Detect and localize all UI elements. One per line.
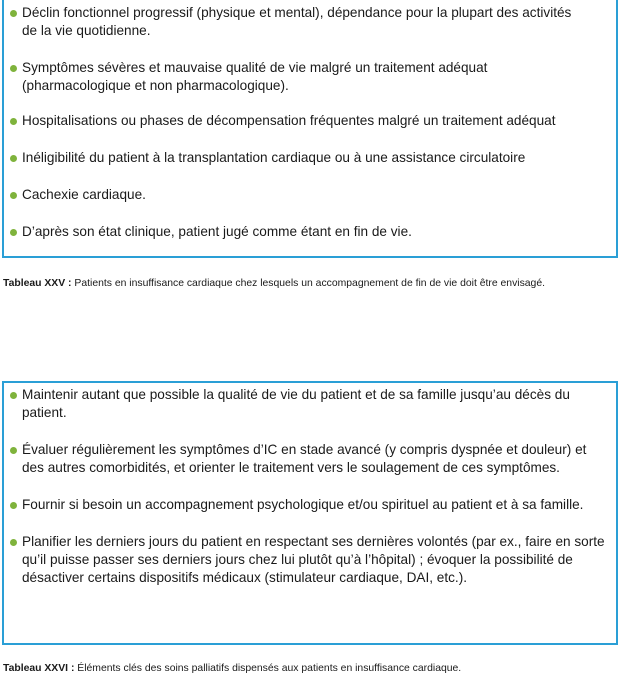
bullet-icon xyxy=(10,155,17,162)
list-item-text: Déclin fonctionnel progressif (physique et mental), dépendance pour la plupart des activités de la vie quotidienne. xyxy=(22,5,572,38)
bullet-icon xyxy=(10,502,17,509)
palliative-care-box xyxy=(2,381,618,645)
list-item xyxy=(10,4,582,40)
end-of-life-criteria-list xyxy=(4,4,616,241)
bullet-icon xyxy=(10,539,17,546)
list-item-text: Inéligibilité du patient à la transplantation cardiaque ou à une assistance circulatoire xyxy=(22,150,526,165)
list-item-text: Cachexie cardiaque. xyxy=(22,187,146,202)
table-caption-xxv xyxy=(3,276,623,291)
bullet-icon xyxy=(10,65,17,72)
table-caption-xxvi xyxy=(3,661,623,676)
list-item xyxy=(10,112,608,130)
list-item-text: D’après son état clinique, patient jugé comme étant en fin de vie. xyxy=(22,224,412,239)
list-item xyxy=(10,223,608,241)
list-item xyxy=(10,533,608,587)
bullet-icon xyxy=(10,10,17,17)
caption-text: Éléments clés des soins palliatifs dispensés aux patients en insuffisance cardiaque. xyxy=(74,663,462,674)
list-item-text: Symptômes sévères et mauvaise qualité de vie malgré un traitement adéquat (pharmacologique et non pharmacologique). xyxy=(22,60,488,93)
list-item-text: Hospitalisations ou phases de décompensation fréquentes malgré un traitement adéquat xyxy=(22,113,556,128)
list-item-text: Maintenir autant que possible la qualité de vie du patient et de sa famille jusqu’au décès du patient. xyxy=(22,387,570,420)
caption-label: Tableau XXVI : xyxy=(3,663,75,674)
bullet-icon xyxy=(10,392,17,399)
list-item xyxy=(10,441,612,477)
list-item-text: Fournir si besoin un accompagnement psychologique et/ou spirituel au patient et à sa famille. xyxy=(22,497,584,512)
caption-label: Tableau XXV : xyxy=(3,278,72,289)
palliative-care-list xyxy=(4,386,616,587)
list-item xyxy=(10,186,608,204)
list-item xyxy=(10,386,608,422)
list-item xyxy=(10,59,542,95)
list-item xyxy=(10,496,597,514)
list-item xyxy=(10,149,608,167)
end-of-life-criteria-box xyxy=(2,0,618,258)
bullet-icon xyxy=(10,192,17,199)
list-item-text: Planifier les derniers jours du patient en respectant ses dernières volontés (par ex., faire en sorte qu’il puisse passer ses derniers jours chez lui plutôt qu’à l’hôpital) ; évoquer la possibilité de désactiver certains dispositifs médicaux (stimulateur cardiaque, DAI, etc.). xyxy=(22,534,605,585)
list-item-text: Évaluer régulièrement les symptômes d’IC en stade avancé (y compris dyspnée et douleur) et des autres comorbidités, et orienter le traitement vers le soulagement de ces symptômes. xyxy=(22,442,587,475)
bullet-icon xyxy=(10,118,17,125)
bullet-icon xyxy=(10,229,17,236)
caption-text: Patients en insuffisance cardiaque chez lesquels un accompagnement de fin de vie doit être envisagé. xyxy=(71,278,545,289)
bullet-icon xyxy=(10,447,17,454)
